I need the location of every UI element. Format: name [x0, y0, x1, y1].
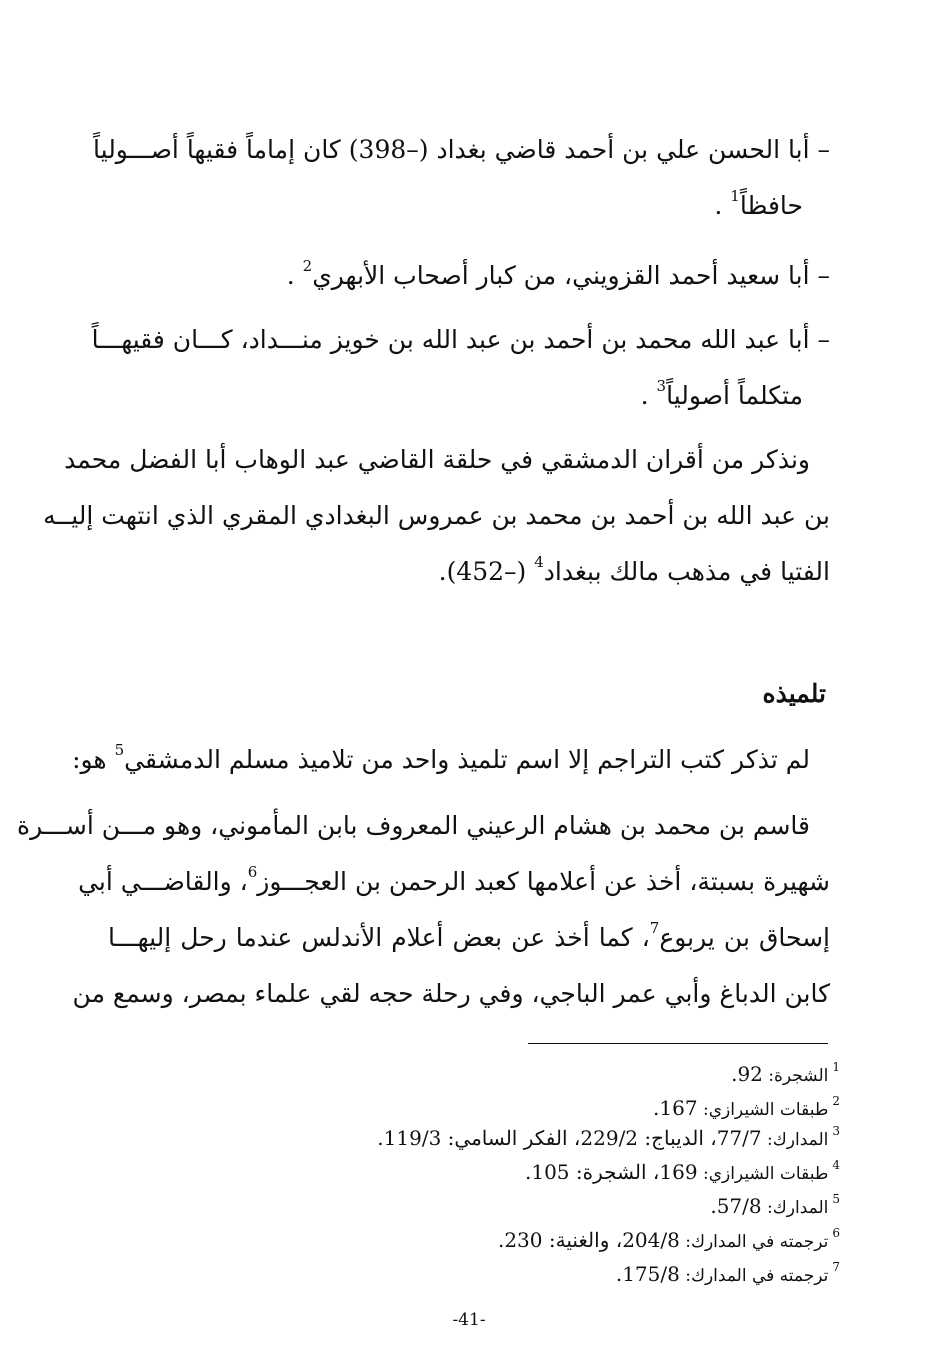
footnote-ref-6: 6 — [247, 862, 258, 881]
student-paragraph-line-3: إسحاق بن يربوع$^7$، كما أخذ عن بعض أعلام الأندلس عندما رحل إليهـــا — [108, 918, 830, 952]
footnote-5: $^5$المدارك: 57/8. — [710, 1192, 840, 1218]
student-intro: لم تذكر كتب التراجم إلا اسم تلميذ واحد من تلاميذ مسلم الدمشقي$^5$ هو: — [72, 740, 810, 774]
footnote-2: $^2$طبقات الشيرازي: 167. — [653, 1094, 840, 1120]
student-paragraph-line-2: شهيرة بسبتة، أخذ عن أعلامها كعبد الرحمن بن العجـــوز$^6$، والقاضـــي أبي — [78, 862, 830, 896]
scholar-3-line-1: – أبا عبد الله محمد بن أحمد بن عبد الله بن خويز منـــداد، كـــان فقيهـــاً — [91, 325, 830, 354]
footnote-ref-2: 2 — [302, 256, 313, 275]
footnote-4: $^4$طبقات الشيرازي: 169، الشجرة: 105. — [525, 1158, 840, 1184]
footnote-6: $^6$ترجمته في المدارك: 204/8، والغنية: 230. — [497, 1226, 840, 1252]
footnote-1: $^1$الشجرة: 92. — [731, 1060, 840, 1086]
footnote-ref-7: 7 — [649, 918, 660, 937]
peers-paragraph-line-2: بن عبد الله بن أحمد بن محمد بن عمروس البغدادي المقري الذي انتهت إليــه — [43, 501, 830, 530]
student-paragraph-line-1: قاسم بن محمد بن هشام الرعيني المعروف بابن المأموني، وهو مـــن أســـرة — [17, 811, 810, 840]
footnote-ref-4: 4 — [534, 552, 544, 571]
peers-paragraph-line-1: ونذكر من أقران الدمشقي في حلقة القاضي عبد الوهاب أبا الفضل محمد — [64, 445, 810, 474]
peers-paragraph-line-3: الفتيا في مذهب مالك ببغداد$^4$ (–452). — [438, 552, 830, 586]
scholar-2-line-1: – أبا سعيد أحمد القزويني، من كبار أصحاب الأبهري$^2$ . — [286, 256, 830, 290]
page-number: -41- — [452, 1310, 486, 1330]
section-heading: تلميذه — [762, 679, 826, 708]
scholar-1-line-2: حافظاً$^1$ . — [714, 186, 803, 220]
footnote-separator — [528, 1043, 828, 1044]
footnote-3: $^3$المدارك: 77/7، الديباج: 229/2، الفكر السامي: 119/3. — [377, 1124, 840, 1150]
scholar-3-line-2: متكلماً أصولياً$^3$ . — [640, 376, 803, 410]
footnote-7: $^7$ترجمته في المدارك: 175/8. — [615, 1260, 840, 1286]
footnote-ref-5: 5 — [114, 740, 125, 759]
scholar-1-line-1: – أبا الحسن علي بن أحمد قاضي بغداد (–398) كان إماماً فقيهاً أصـــولياً — [93, 135, 830, 164]
footnote-ref-1: 1 — [730, 186, 740, 205]
student-paragraph-line-4: كابن الدباغ وأبي عمر الباجي، وفي رحلة حجه لقي علماء بمصر، وسمع من — [72, 979, 830, 1008]
footnote-ref-3: 3 — [656, 376, 667, 395]
